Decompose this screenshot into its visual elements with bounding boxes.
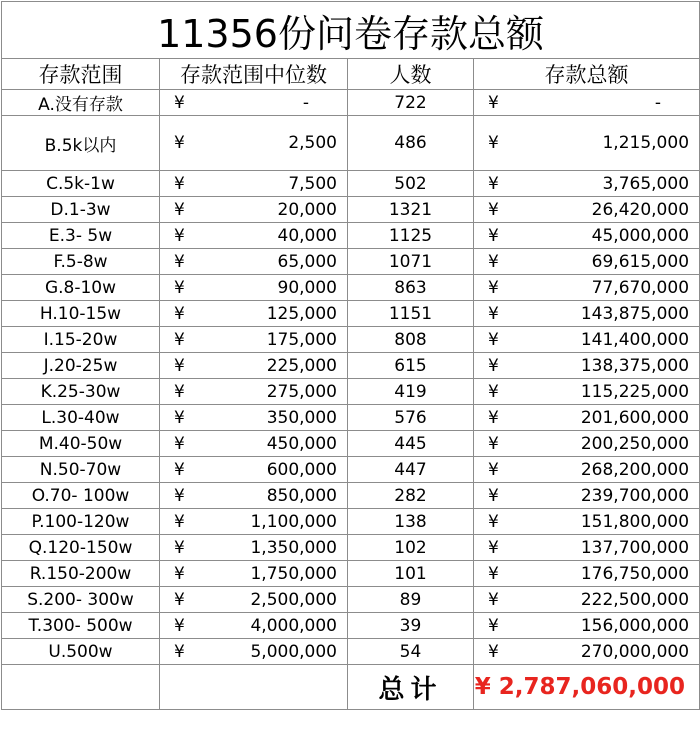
total-value: 138,375,000 [580,355,690,376]
total-value: 201,600,000 [580,407,690,428]
range-cell: I.15-20w [2,327,160,353]
currency-symbol: ¥ [488,277,499,298]
currency-symbol: ¥ [174,329,185,350]
count-cell: 419 [348,379,474,405]
count-cell: 1321 [348,197,474,223]
total-value: 26,420,000 [591,199,690,220]
total-cell [474,249,700,275]
median-value: 175,000 [266,329,337,350]
currency-symbol: ¥ [174,407,185,428]
median-cell [160,483,348,509]
currency-symbol: ¥ [488,407,499,428]
median-value: 225,000 [266,355,337,376]
currency-symbol: ¥ [488,173,499,194]
table-row [2,457,700,483]
range-cell: J.20-25w [2,353,160,379]
median-cell [160,509,348,535]
median-cell [160,561,348,587]
total-cell [474,353,700,379]
count-cell: 808 [348,327,474,353]
currency-symbol: ¥ [474,674,491,700]
total-value: 77,670,000 [591,277,690,298]
total-value: 156,000,000 [580,615,690,636]
count-cell: 615 [348,353,474,379]
median-cell [160,223,348,249]
table-row [2,379,700,405]
median-cell [160,431,348,457]
table-row [2,561,700,587]
total-value: 200,250,000 [580,433,690,454]
count-cell: 863 [348,275,474,301]
currency-symbol: ¥ [174,133,185,153]
median-value: 90,000 [277,277,337,298]
total-cell [474,431,700,457]
total-cell [474,116,700,171]
currency-symbol: ¥ [174,537,185,558]
deposit-table [1,1,700,710]
table-row [2,405,700,431]
total-value: 3,765,000 [602,173,690,194]
currency-symbol: ¥ [174,173,185,194]
total-cell [474,275,700,301]
count-cell: 282 [348,483,474,509]
median-cell [160,301,348,327]
range-cell: B.5k以内 [2,116,160,171]
total-cell [474,90,700,116]
table-row [2,197,700,223]
median-cell [160,587,348,613]
count-cell: 502 [348,171,474,197]
currency-symbol: ¥ [488,329,499,350]
currency-symbol: ¥ [488,133,499,153]
header-count: 人数 [348,59,474,90]
currency-symbol: ¥ [174,277,185,298]
total-cell [474,535,700,561]
median-value: 275,000 [266,381,337,402]
table-row [2,275,700,301]
currency-symbol: ¥ [488,433,499,454]
table-row [2,509,700,535]
total-cell [474,301,700,327]
table-row [2,431,700,457]
header-range: 存款范围 [2,59,160,90]
currency-symbol: ¥ [488,641,499,662]
currency-symbol: ¥ [488,615,499,636]
currency-symbol: ¥ [488,563,499,584]
count-cell: 486 [348,116,474,171]
total-cell [474,613,700,639]
total-cell [474,509,700,535]
total-value: 270,000,000 [580,641,690,662]
median-cell [160,353,348,379]
median-value: 1,100,000 [250,511,337,532]
table-title: 11356份问卷存款总额 [2,2,700,59]
currency-symbol: ¥ [174,303,185,324]
median-cell [160,275,348,301]
currency-symbol: ¥ [174,199,185,220]
median-value: 7,500 [288,173,337,194]
range-cell: H.10-15w [2,301,160,327]
median-value: 20,000 [277,199,337,220]
median-cell [160,613,348,639]
total-value: 239,700,000 [580,485,690,506]
currency-symbol: ¥ [488,381,499,402]
median-cell [160,457,348,483]
range-cell: T.300- 500w [2,613,160,639]
empty-cell [160,665,348,710]
count-cell: 102 [348,535,474,561]
currency-symbol: ¥ [488,92,499,113]
count-cell: 54 [348,639,474,665]
currency-symbol: ¥ [174,485,185,506]
range-cell: M.40-50w [2,431,160,457]
currency-symbol: ¥ [174,225,185,246]
total-value: 143,875,000 [580,303,690,324]
median-value: 40,000 [277,225,337,246]
median-cell [160,171,348,197]
table-row [2,353,700,379]
count-cell: 1071 [348,249,474,275]
table-row [2,301,700,327]
count-cell: 1151 [348,301,474,327]
grand-total [474,665,700,710]
range-cell: Q.120-150w [2,535,160,561]
header-median: 存款范围中位数 [160,59,348,90]
range-cell: E.3- 5w [2,223,160,249]
median-value: 2,500 [288,133,337,153]
median-cell [160,90,348,116]
median-value: 350,000 [266,407,337,428]
total-cell [474,457,700,483]
total-cell [474,197,700,223]
currency-symbol: ¥ [174,433,185,454]
total-cell [474,587,700,613]
range-cell: D.1-3w [2,197,160,223]
median-value: 600,000 [266,459,337,480]
range-cell: S.200- 300w [2,587,160,613]
currency-symbol: ¥ [174,641,185,662]
total-cell [474,223,700,249]
currency-symbol: ¥ [174,563,185,584]
total-cell [474,639,700,665]
table-row [2,90,700,116]
range-cell: F.5-8w [2,249,160,275]
median-value: - [302,92,309,113]
total-value: 151,800,000 [580,511,690,532]
median-cell [160,535,348,561]
median-value: 5,000,000 [250,641,337,662]
median-value: 125,000 [266,303,337,324]
median-cell [160,639,348,665]
total-label: 总计 [348,665,474,710]
count-cell: 447 [348,457,474,483]
median-value: 450,000 [266,433,337,454]
total-cell [474,561,700,587]
currency-symbol: ¥ [488,251,499,272]
median-value: 850,000 [266,485,337,506]
table-row [2,613,700,639]
range-cell: P.100-120w [2,509,160,535]
total-value: 222,500,000 [580,589,690,610]
currency-symbol: ¥ [488,459,499,480]
total-value: 69,615,000 [591,251,690,272]
median-cell [160,379,348,405]
total-value: 176,750,000 [580,563,690,584]
range-cell: O.70- 100w [2,483,160,509]
count-cell: 138 [348,509,474,535]
header-total: 存款总额 [474,59,700,90]
median-cell [160,197,348,223]
range-cell: G.8-10w [2,275,160,301]
table-row [2,327,700,353]
currency-symbol: ¥ [488,199,499,220]
currency-symbol: ¥ [174,459,185,480]
range-cell: C.5k-1w [2,171,160,197]
currency-symbol: ¥ [174,355,185,376]
currency-symbol: ¥ [174,251,185,272]
median-value: 4,000,000 [250,615,337,636]
currency-symbol: ¥ [174,92,185,113]
median-value: 65,000 [277,251,337,272]
total-value: 137,700,000 [580,537,690,558]
total-value: 115,225,000 [580,381,690,402]
currency-symbol: ¥ [488,303,499,324]
count-cell: 89 [348,587,474,613]
currency-symbol: ¥ [174,615,185,636]
median-cell [160,116,348,171]
median-value: 2,500,000 [250,589,337,610]
total-cell [474,171,700,197]
total-cell [474,379,700,405]
currency-symbol: ¥ [488,485,499,506]
range-cell: A.没有存款 [2,90,160,116]
range-cell: K.25-30w [2,379,160,405]
currency-symbol: ¥ [174,589,185,610]
total-cell [474,483,700,509]
currency-symbol: ¥ [174,381,185,402]
currency-symbol: ¥ [488,225,499,246]
currency-symbol: ¥ [174,511,185,532]
median-value: 1,750,000 [250,563,337,584]
header-row [2,59,700,90]
count-cell: 445 [348,431,474,457]
range-cell: N.50-70w [2,457,160,483]
table-row [2,171,700,197]
table-row [2,639,700,665]
table-row [2,223,700,249]
count-cell: 576 [348,405,474,431]
count-cell: 1125 [348,223,474,249]
total-cell [474,327,700,353]
total-cell [474,405,700,431]
median-cell [160,249,348,275]
currency-symbol: ¥ [488,355,499,376]
table-row [2,483,700,509]
total-value: 1,215,000 [602,133,690,153]
median-value: 1,350,000 [250,537,337,558]
currency-symbol: ¥ [488,511,499,532]
count-cell: 101 [348,561,474,587]
currency-symbol: ¥ [488,589,499,610]
empty-cell [2,665,160,710]
median-cell [160,405,348,431]
table-row [2,249,700,275]
total-value: 45,000,000 [591,225,690,246]
currency-symbol: ¥ [488,537,499,558]
count-cell: 722 [348,90,474,116]
table-row [2,116,700,171]
table-row [2,535,700,561]
total-value: - [654,92,662,113]
range-cell: R.150-200w [2,561,160,587]
median-cell [160,327,348,353]
grand-total-value: 2,787,060,000 [498,674,686,700]
count-cell: 39 [348,613,474,639]
total-value: 268,200,000 [580,459,690,480]
total-value: 141,400,000 [580,329,690,350]
table-row [2,587,700,613]
total-row [2,665,700,710]
range-cell: U.500w [2,639,160,665]
range-cell: L.30-40w [2,405,160,431]
